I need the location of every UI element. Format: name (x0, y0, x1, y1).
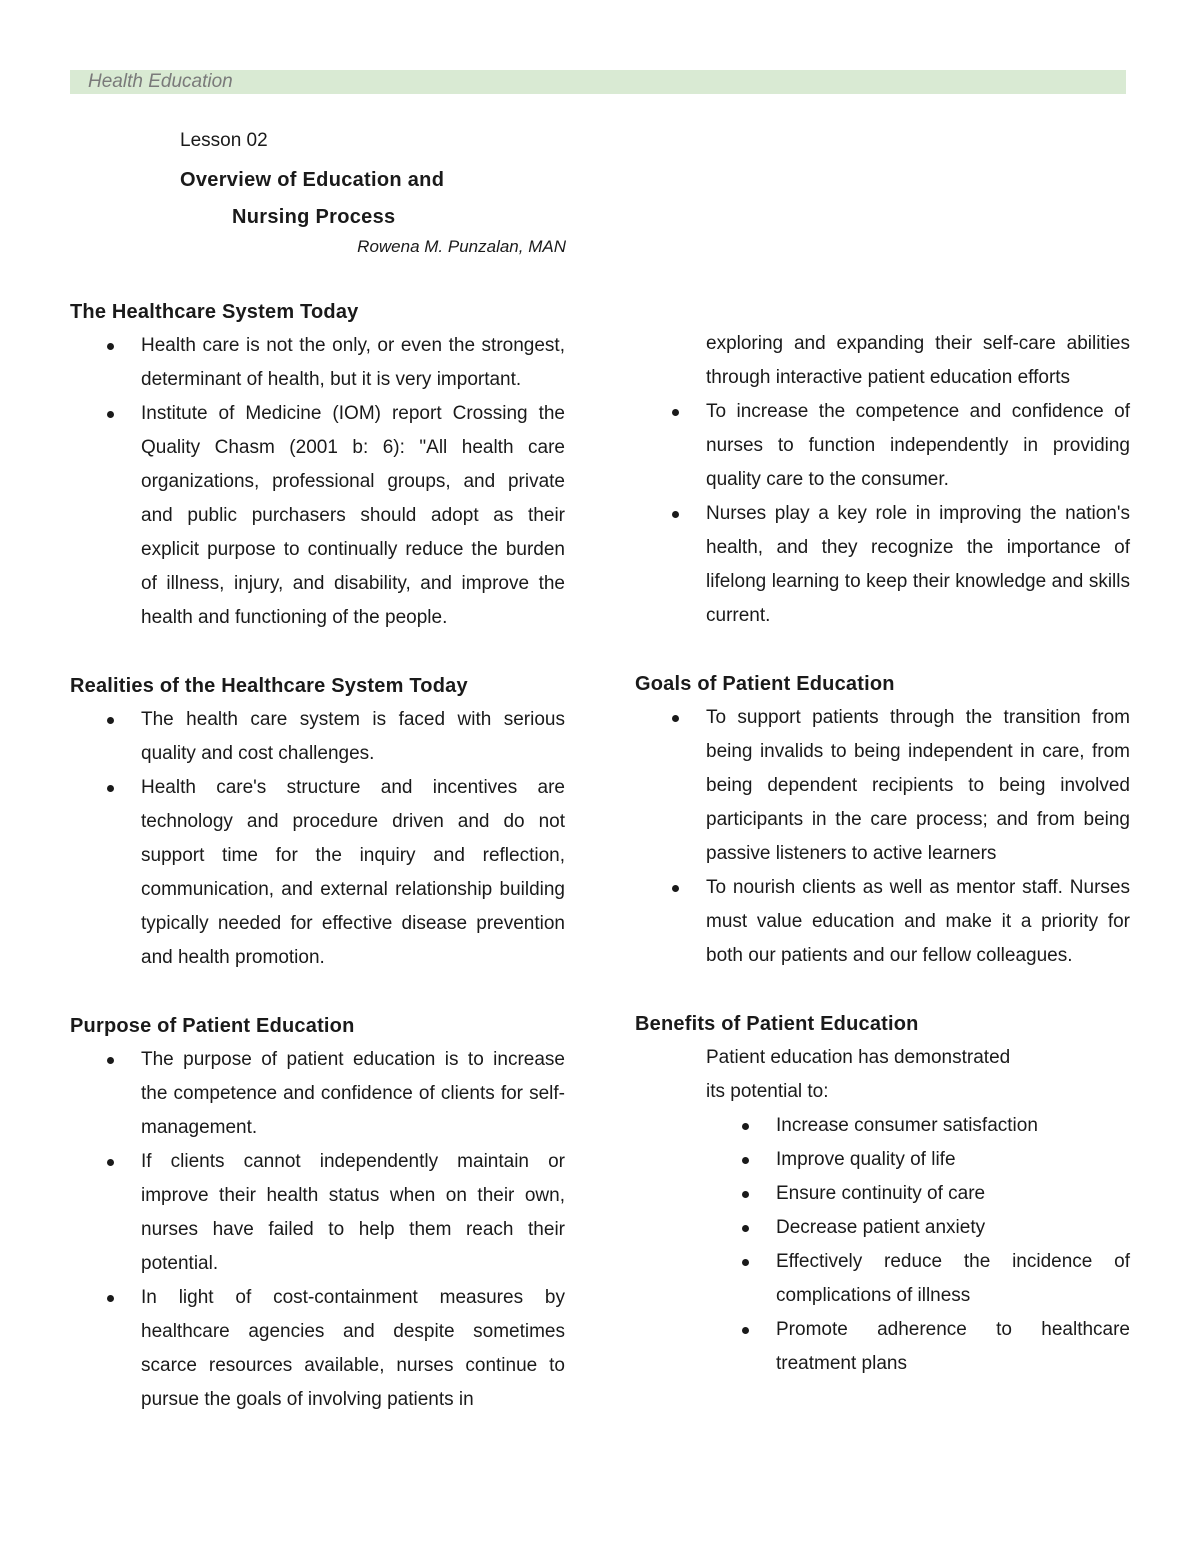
lesson-number: Lesson 02 (180, 130, 268, 151)
list-item: Health care is not the only, or even the strongest, determinant of health, but it is very important. (141, 329, 565, 397)
lesson-title-line2: Nursing Process (232, 206, 396, 228)
list-item: Decrease patient anxiety (776, 1211, 1130, 1245)
list-item: To nourish clients as well as mentor staff. Nurses must value education and make it a priority for both our patients and our fellow colleagues. (706, 871, 1130, 973)
bullet-list (70, 1043, 565, 1417)
section-spacer (70, 635, 565, 669)
list-item: If clients cannot independently maintain or improve their health status when on their own, nurses have failed to help them reach their potential. (141, 1145, 565, 1281)
section-purpose (70, 1009, 565, 1417)
list-item: The health care system is faced with serious quality and cost challenges. (141, 703, 565, 771)
benefits-intro-line1: Patient education has demonstrated (706, 1047, 1011, 1068)
bullet-list (635, 1109, 1130, 1381)
list-item: To increase the competence and confidence of nurses to function independently in providing quality care to the consumer. (706, 395, 1130, 497)
section-benefits (635, 1007, 1130, 1381)
lesson-title-block (180, 128, 566, 258)
section-heading: The Healthcare System Today (70, 301, 359, 323)
document-header-title: Health Education (88, 71, 233, 92)
document-header-band (70, 70, 1126, 94)
list-item: Promote adherence to healthcare treatment plans (776, 1313, 1130, 1381)
left-column (70, 295, 565, 1417)
section-spacer (635, 973, 1130, 1007)
list-item: The purpose of patient education is to increase the competence and confidence of clients for self-management. (141, 1043, 565, 1145)
section-goals (635, 667, 1130, 973)
lesson-author: Rowena M. Punzalan, MAN (357, 237, 566, 256)
section-heading: Purpose of Patient Education (70, 1015, 355, 1037)
bullet-list (70, 329, 565, 635)
lesson-title (180, 162, 566, 236)
section-heading: Goals of Patient Education (635, 673, 895, 695)
continued-paragraph: exploring and expanding their self-care abilities through interactive patient education efforts (706, 333, 1130, 388)
section-spacer (70, 975, 565, 1009)
section-heading: Realities of the Healthcare System Today (70, 675, 468, 697)
bullet-list (635, 701, 1130, 973)
section-heading: Benefits of Patient Education (635, 1013, 919, 1035)
lesson-title-line1: Overview of Education and (180, 169, 445, 191)
list-item: Increase consumer satisfaction (776, 1109, 1130, 1143)
list-item: Nurses play a key role in improving the nation's health, and they recognize the importance of lifelong learning to keep their knowledge and skills current. (706, 497, 1130, 633)
right-column (635, 327, 1130, 1381)
list-item: In light of cost-containment measures by healthcare agencies and despite sometimes scarce resources available, nurses continue to pursue the goals of involving patients in (141, 1281, 565, 1417)
list-item: To support patients through the transition from being invalids to being independent in care, from being dependent recipients to being involved participants in the care process; and from being passive listeners to active learners (706, 701, 1130, 871)
list-item: Institute of Medicine (IOM) report Crossing the Quality Chasm (2001 b: 6): "All health care organizations, professional groups, and private and public purchasers should adopt as their explicit purpose to continually reduce the burden of illness, injury, and disability, and improve the health and functioning of the people. (141, 397, 565, 635)
list-item: Improve quality of life (776, 1143, 1130, 1177)
bullet-list (70, 703, 565, 975)
section-realities (70, 669, 565, 975)
benefits-intro-line2: its potential to: (706, 1081, 829, 1102)
section-healthcare-today (70, 295, 565, 635)
list-item: Ensure continuity of care (776, 1177, 1130, 1211)
list-item: Effectively reduce the incidence of complications of illness (776, 1245, 1130, 1313)
list-item: Health care's structure and incentives are technology and procedure driven and do not support time for the inquiry and reflection, communication, and external relationship building typically needed for effective disease prevention and health promotion. (141, 771, 565, 975)
section-purpose-continued (635, 327, 1130, 633)
bullet-list (635, 395, 1130, 633)
section-spacer (635, 633, 1130, 667)
